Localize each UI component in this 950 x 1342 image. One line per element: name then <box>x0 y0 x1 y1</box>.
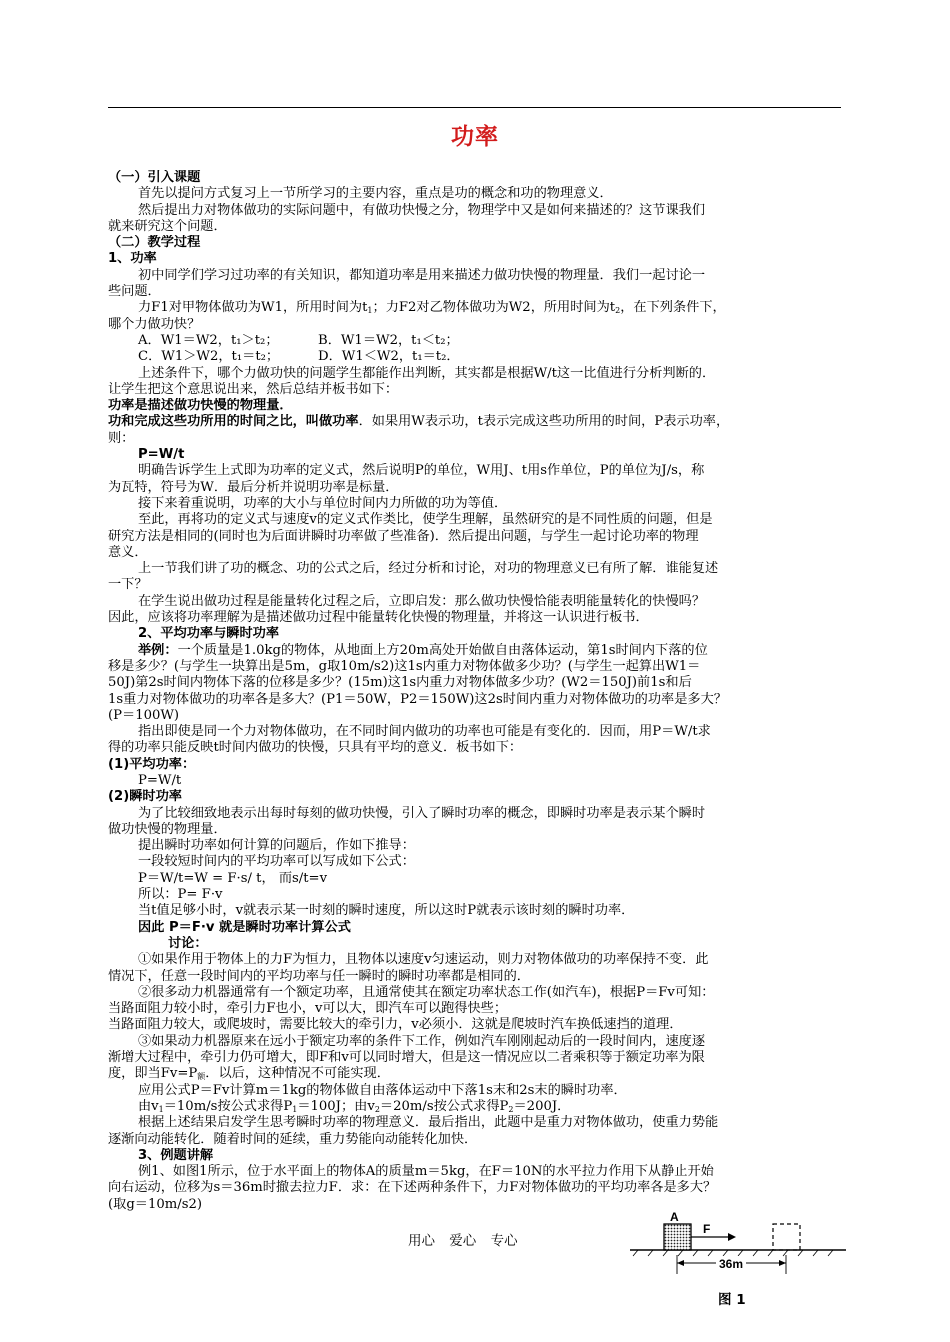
example: 移是多少？(与学生一块算出是5m，g取10m/s2)这1s内重力对物体做多少功？(与学生一起算出W1＝ <box>108 658 701 674</box>
instant-power-heading: (2)瞬时功率 <box>108 789 182 805</box>
option-b: B．W1＝W2，t₁＜t₂； <box>318 332 459 348</box>
paragraph: 应用公式P＝Fv计算m＝1kg的物体做自由落体运动中下落1s末和2s末的瞬时功率． <box>138 1082 627 1098</box>
paragraph: 为了比较细致地表示出每时每刻的做功快慢，引入了瞬时功率的概念，即瞬时功率是表示某个瞬时 <box>138 805 706 821</box>
paragraph: 得的功率只能反映t时间内做功的快慢，只具有平均的意义．板书如下： <box>108 740 523 756</box>
paragraph: ③如果动力机器原来在远小于额定功率的条件下工作，例如汽车刚刚起动后的一段时间内，速度逐 <box>138 1033 706 1049</box>
paragraph: 因此，应该将功率理解为是描述做功过程中能量转化快慢的物理量，并将这一认识进行板书． <box>108 610 649 626</box>
paragraph: 接下来着重说明，功率的大小与单位时间内力所做的功为等值． <box>138 495 508 511</box>
example-problem: (取g＝10m/s2) <box>108 1196 202 1212</box>
example-problem: 例1、如图1所示，位于水平面上的物体A的质量m＝5kg，在F＝10N的水平拉力作用下从静止开始 <box>138 1164 714 1180</box>
subsection-heading-examples: 3、例题讲解 <box>138 1147 214 1163</box>
paragraph: 渐增大过程中，牵引力仍可增大，即F和v可以同时增大，但是这一情况应以二者乘积等于额定功率为限 <box>108 1050 705 1066</box>
paragraph: 则： <box>108 430 135 446</box>
section-heading-intro: （一）引入课题 <box>108 170 201 185</box>
distance-arrow-left <box>677 1260 684 1266</box>
paragraph: 上述条件下，哪个力做功快的问题学生都能作出判断，其实都是根据W/t这一比值进行分析判断的． <box>138 365 716 381</box>
header-rule <box>108 107 841 108</box>
example: 50J)第2s时间内物体下落的位移是多少？(15m)这1s内重力对物体做多少功？(W2＝150J)前1s和后 <box>108 675 692 691</box>
bold-statement: 功率是描述做功快慢的物理量． <box>108 398 293 414</box>
formula: 所以：P= F·v <box>138 887 223 903</box>
paragraph: 度，即当$Fv=P_额$．以后，这种情况不可能实现． <box>108 1066 390 1082</box>
bold-statement: 因此 P＝F·v 就是瞬时功率计算公式 <box>138 919 351 935</box>
subsection-heading-power: 1、功率 <box>108 251 157 267</box>
paragraph: ①如果作用于物体上的力F为恒力，且物体以速度v匀速运动，则力对物体做功的功率保持不变．此 <box>138 952 709 968</box>
figure-caption: 图 1 <box>718 1292 746 1308</box>
paragraph: 研究方法是相同的(同时也为后面讲瞬时功率做了些准备)．然后提出问题，与学生一起讨论功率的物理 <box>108 528 699 544</box>
example: 1s重力对物体做功的功率各是多大？(P1＝50W，P2＝150W)这2s时间内重力对物体做功的功率是多大？ <box>108 691 727 707</box>
paragraph: 明确告诉学生上式即为功率的定义式，然后说明P的单位，W用J、t用s作单位，P的单位为J/s，称 <box>138 463 705 479</box>
definition: 功和完成这些功所用的时间之比，叫做功率．如果用W表示功，t表示完成这些功所用的时间，P表示功率， <box>108 414 730 430</box>
option-c: C．W1＞W2，t₁＝t₂； <box>138 349 280 365</box>
paragraph: 根据上述结果启发学生思考瞬时功率的物理意义．最后指出，此题中是重力对物体做功，使重力势能 <box>138 1115 719 1131</box>
paragraph: ②很多动力机器通常有一个额定功率，且通常使其在额定功率状态工作(如汽车)，根据P＝Fv可知： <box>138 984 715 1000</box>
paragraph: 让学生把这个意思说出来，然后总结并板书如下： <box>108 381 399 397</box>
paragraph: 然后提出力对物体做功的实际问题中，有做功快慢之分，物理学中又是如何来描述的？这节课我们 <box>138 202 706 218</box>
avg-power-heading: (1)平均功率： <box>108 756 196 772</box>
example-problem: 向右运动，位移为s＝36m时撤去拉力F．求：在下述两种条件下，力F对物体做功的平均功率各是多大？ <box>108 1180 717 1196</box>
paragraph: 当路面阻力较大，或爬坡时，需要比较大的牵引力，v必须小．这就是爬坡时汽车换低速挡的道理． <box>108 1017 683 1033</box>
page-footer: 用心 爱心 专心 <box>408 1233 518 1249</box>
paragraph: 当路面阻力较小时，牵引力F也小，v可以大，即汽车可以跑得快些； <box>108 1001 508 1017</box>
options-row <box>108 349 843 365</box>
document-body <box>108 170 843 1213</box>
paragraph: 初中同学们学习过功率的有关知识，都知道功率是用来描述力做功快慢的物理量．我们一起讨论一 <box>138 267 706 283</box>
formula: P=W/t <box>138 772 182 788</box>
paragraph: 逐渐向动能转化．随着时间的延续，重力势能向动能转化加快． <box>108 1131 478 1147</box>
example: (P＝100W) <box>108 707 180 723</box>
paragraph: 上一节我们讲了功的概念、功的公式之后，经过分析和讨论，对功的物理意义已有所了解．谁能复述 <box>138 561 719 577</box>
section-heading-process: （二）教学过程 <box>108 235 201 251</box>
question: 哪个力做功快？ <box>108 316 201 332</box>
paragraph: 指出即使是同一个力对物体做功，在不同时间内做功的功率也可能是有变化的．因而，用P＝W/t求 <box>138 724 711 740</box>
option-d: D．W1＜W2，t₁＝t₂． <box>318 349 460 365</box>
options-row <box>108 333 843 349</box>
formula: P＝W/t=W = F·s/ t， 而s/t=v <box>138 870 328 886</box>
subsection-heading-avg-instant: 2、平均功率与瞬时功率 <box>138 626 280 642</box>
paragraph: 做功快慢的物理量． <box>108 821 227 837</box>
paragraph: 意义． <box>108 544 148 560</box>
paragraph: 一段较短时间内的平均功率可以写成如下公式： <box>138 854 415 870</box>
paragraph: 当t值足够小时，v就表示某一时刻的瞬时速度，所以这时P就表示该时刻的瞬时功率． <box>138 903 635 919</box>
formula: P=W/t <box>138 447 185 463</box>
block-a-label: A <box>670 1210 679 1224</box>
example: 举例：一个质量是1.0kg的物体，从地面上方20m高处开始做自由落体运动，第1s时间内下落的位 <box>138 642 708 658</box>
paragraph: 为瓦特，符号为W．最后分析并说明功率是标量． <box>108 479 399 495</box>
paragraph: 情况下，任意一段时间内的平均功率与任一瞬时的瞬时功率都是相同的． <box>108 968 530 984</box>
paragraph: 就来研究这个问题． <box>108 218 227 234</box>
discussion-heading: 讨论： <box>168 935 208 951</box>
distance-arrow-right <box>779 1260 786 1266</box>
ground-hatch <box>633 1250 833 1256</box>
distance-label: 36m <box>718 1257 744 1271</box>
force-arrowhead <box>728 1233 736 1241</box>
paragraph: 一下？ <box>108 577 148 593</box>
paragraph: 在学生说出做功过程是能量转化过程之后，立即启发：那么做功快慢恰能表明能量转化的快慢吗？ <box>138 593 706 609</box>
force-label: F <box>703 1222 711 1236</box>
block-final-position <box>773 1224 800 1250</box>
paragraph: 些问题． <box>108 284 161 300</box>
paragraph: 由$v_1=10m/s$按公式求得$P_1=100J$；由$v_2=20m/s$按公式求得$P_2=200J$． <box>138 1098 571 1114</box>
paragraph: 提出瞬时功率如何计算的问题后，作如下推导： <box>138 838 415 854</box>
paragraph: 至此，再将功的定义式与速度v的定义式作类比，使学生理解，虽然研究的是不同性质的问题，但是 <box>138 512 713 528</box>
paragraph: 首先以提问方式复习上一节所学习的主要内容，重点是功的概念和功的物理意义． <box>138 186 613 202</box>
page-title: 功率 <box>451 124 499 150</box>
question: 力F1对甲物体做功为W1，所用时间为$t_1$；力F2对乙物体做功为W2，所用时间为$t_2$，在下列条件下， <box>138 300 726 316</box>
option-a: A．W1＝W2，t₁＞t₂； <box>138 332 279 348</box>
block-a <box>664 1224 691 1250</box>
